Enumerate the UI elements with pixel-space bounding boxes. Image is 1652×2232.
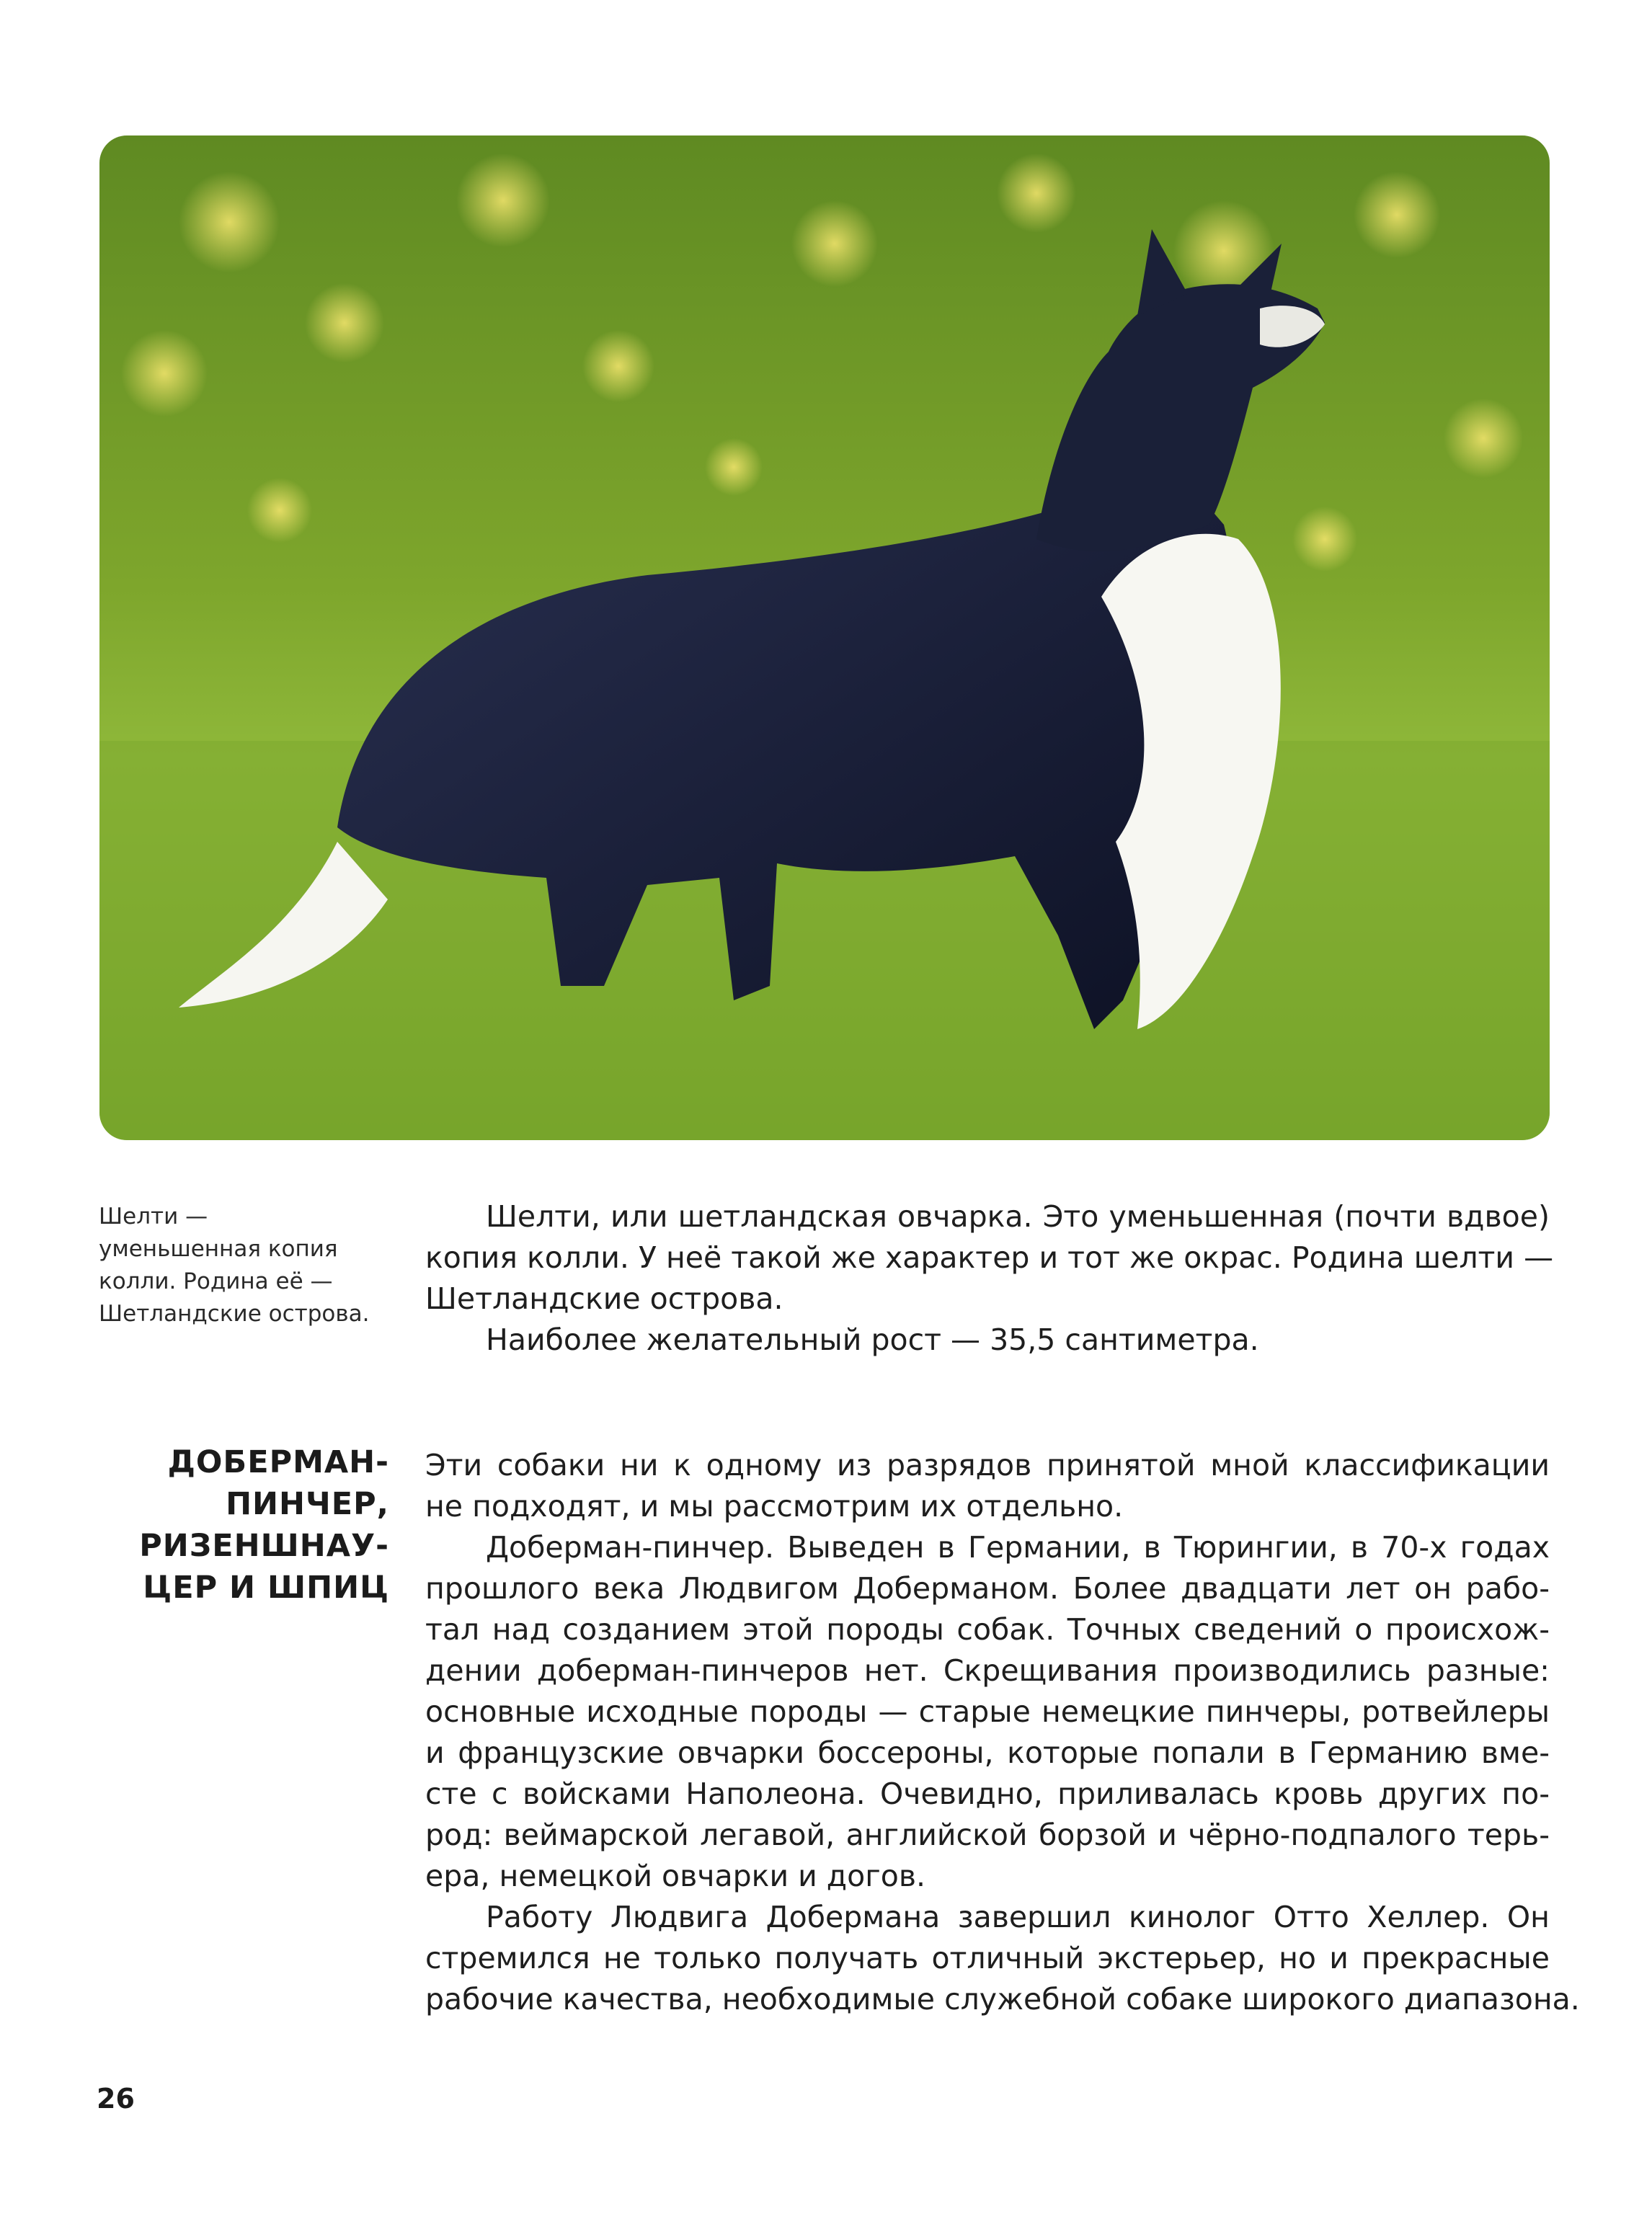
body-line: стремился не только получать отличный экстерьер, но и прекрасные: [425, 1941, 1550, 1975]
section-body: [425, 1445, 1580, 2020]
body-line: род: веймарской легавой, английской борзой и чёрно-подпалого терь-: [425, 1818, 1550, 1852]
caption-line: Шетландские острова.: [99, 1301, 370, 1327]
caption-line: уменьшенная копия: [99, 1236, 338, 1262]
body-line: Наиболее желательный рост — 35,5 сантиметра.: [486, 1322, 1259, 1357]
caption-line: Шелти —: [99, 1204, 208, 1230]
shelti-paragraph: [425, 1196, 1554, 1361]
heading-line: ЦЕР И ШПИЦ: [143, 1570, 389, 1606]
body-line: копия колли. У неё такой же характер и тот же окрас. Родина шелти —: [425, 1240, 1554, 1275]
body-line: рабочие качества, необходимые служебной собаке широкого диапазона.: [425, 1982, 1580, 2017]
body-line: тал над созданием этой породы собак. Точных сведений о происхож-: [425, 1612, 1550, 1647]
body-line: Эти собаки ни к одному из разрядов принятой мной классификации: [425, 1448, 1550, 1482]
page-number: 26: [97, 2083, 135, 2115]
photo-caption: [99, 1201, 401, 1330]
body-line: прошлого века Людвигом Доберманом. Более двадцати лет он рабо-: [425, 1571, 1550, 1606]
body-line: Доберман-пинчер. Выведен в Германии, в Тюрингии, в 70-х годах: [486, 1530, 1550, 1565]
section-heading: [94, 1441, 389, 1609]
body-line: основные исходные породы — старые немецкие пинчеры, ротвейлеры: [425, 1694, 1550, 1729]
body-line: и французские овчарки боссероны, которые попали в Германию вме-: [425, 1735, 1550, 1770]
heading-line: ДОБЕРМАН-: [167, 1444, 389, 1480]
heading-line: РИЗЕНШНАУ-: [139, 1528, 389, 1564]
caption-line: колли. Родина её —: [99, 1268, 333, 1294]
body-line: сте с войсками Наполеона. Очевидно, приливалась кровь других по-: [425, 1777, 1550, 1811]
body-line: не подходят, и мы рассмотрим их отдельно.: [425, 1489, 1124, 1524]
shetland-sheepdog-photo: [99, 135, 1550, 1140]
heading-line: ПИНЧЕР,: [226, 1486, 389, 1522]
body-line: Работу Людвига Добермана завершил кинолог Отто Хеллер. Он: [486, 1900, 1550, 1934]
body-line: ера, немецкой овчарки и догов.: [425, 1859, 926, 1893]
body-line: Шелти, или шетландская овчарка. Это уменьшенная (почти вдвое): [486, 1199, 1550, 1234]
body-line: дении доберман-пинчеров нет. Скрещивания производились разные:: [425, 1653, 1550, 1688]
body-line: Шетландские острова.: [425, 1281, 783, 1316]
